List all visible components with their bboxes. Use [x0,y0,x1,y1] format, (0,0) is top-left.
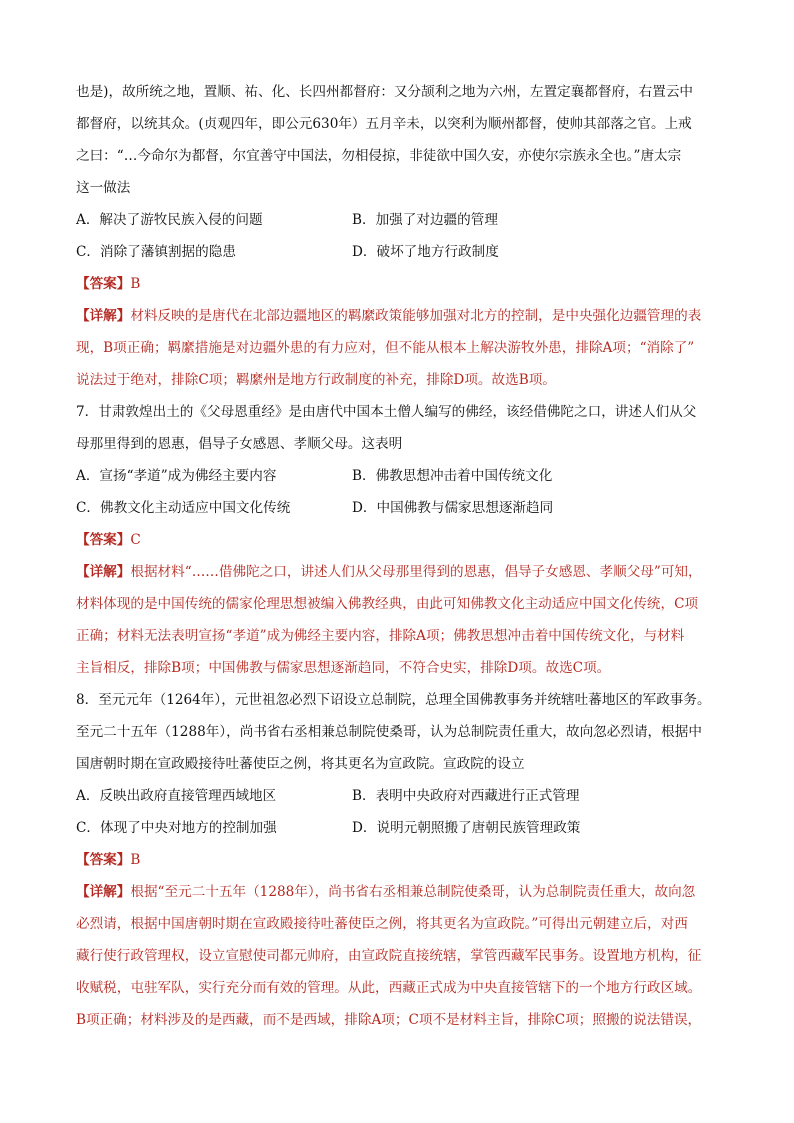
q6-options-row-1 [76,204,720,236]
detail-text: 材料反映的是唐代在北部边疆地区的羁縻政策能够加强对北方的控制，是中央强化边疆管理的表 [130,308,702,324]
question-6 [76,76,720,396]
q6-stem-line: 也是)，故所统之地，置顺、祐、化、长四州都督府：又分颉利之地为六州，左置定襄都督府，右置云中 [76,84,694,100]
q8-stem-line: 至元二十五年（1288年），尚书省右丞相兼总制院使桑哥，认为总制院责任重大，故向忽必烈请，根据中 [76,724,702,740]
q6-options-row-2 [76,236,720,268]
answer-tag: 【答案】 [76,852,131,868]
answer-value: B [130,276,141,292]
q6-option-c: C．消除了藩镇割据的隐患 [76,244,236,260]
q6-stem-line: 之曰：“…今命尔为都督，尔宜善守中国法，勿相侵掠，非徒欲中国久安，亦使尔宗族永全也。”唐太宗 [76,148,682,164]
q7-detail-line: 材料体现的是中国传统的儒家伦理思想被编入佛教经典，由此可知佛教文化主动适应中国文化传统，C项 [76,596,699,612]
q6-detail-line: 说法过于绝对，排除C项；羁縻州是地方行政制度的补充，排除D项。故选B项。 [76,372,556,388]
q8-option-c: C．体现了中央对地方的控制加强 [76,820,277,836]
q7-stem-line: 母那里得到的恩惠，倡导子女感恩、孝顺父母。这表明 [76,436,403,452]
q8-option-d: D．说明元朝照搬了唐朝民族管理政策 [352,820,581,836]
q6-detail-line [76,300,720,332]
q8-options-row-1 [76,780,720,812]
answer-value: B [130,852,141,868]
q7-option-d: D．中国佛教与儒家思想逐渐趋同 [352,500,554,516]
q6-option-b: B．加强了对边疆的管理 [352,212,498,228]
detail-text: 现，B项正确；羁縻措施是对边疆外患的有力应对，但不能从根本上解决游牧外患，排除A项； [76,340,640,356]
detail-text: 根据“至元二十五年（1288年），尚书省右丞相兼总制院使桑哥，认为总制院责任重大，故向忽 [130,884,696,900]
q6-stem-line: 这一做法 [76,180,131,196]
q7-option-c: C．佛教文化主动适应中国文化传统 [76,500,291,516]
detail-text: 可得出元朝建立后，对西 [538,916,688,932]
q8-option-a: A．反映出政府直接管理西域地区 [76,788,277,804]
q6-option-d: D．破坏了地方行政制度 [352,244,499,260]
detail-text: 根据材料 [130,564,185,580]
q7-stem-line: 7．甘肃敦煌出土的《父母恩重经》是由唐代中国本土僧人编写的佛经，该经借佛陀之口，讲述人们从父 [76,404,697,420]
question-7 [76,396,720,684]
detail-tag: 【详解】 [76,308,131,324]
q7-detail-line: 主旨相反，排除B项；中国佛教与儒家思想逐渐趋同，不符合史实，排除D项。故选C项。 [76,660,611,676]
q8-stem-line: 8．至元元年（1264年），元世祖忽必烈下诏设立总制院，总理全国佛教事务并统辖吐蕃地区的军政事务。 [76,692,711,708]
q8-answer [76,844,720,876]
q6-answer [76,268,720,300]
detail-tag: 【详解】 [76,884,131,900]
q8-detail-line: B项正确；材料涉及的是西藏，而不是西域，排除A项；C项不是材料主旨，排除C项；照搬的说法错误， [76,1012,702,1028]
q8-detail-line: 收赋税，屯驻军队，实行充分而有效的管理。从此，西藏正式成为中央直接管辖下的一个地方行政区域。 [76,980,702,996]
q6-stem-line: 都督府，以统其众。(贞观四年，即公元630年）五月辛未，以突利为顺州都督，使帅其部落之官。上戒 [76,116,692,132]
answer-value: C [130,532,141,548]
detail-quote: 必烈请，根据中国唐朝时期在宣政殿接待吐蕃使臣之例，将其更名为宣政院。” [76,916,539,932]
detail-text: 可知， [660,564,702,580]
q7-option-a: A．宣扬“孝道”成为佛经主要内容 [76,468,277,484]
q6-option-a: A．解决了游牧民族入侵的问题 [76,212,263,228]
q8-stem-line: 国唐朝时期在宣政殿接待吐蕃使臣之例，将其更名为宣政院。宣政院的设立 [76,756,525,772]
q7-answer [76,524,720,556]
question-8 [76,684,720,1036]
detail-quote: “消除了” [639,340,695,356]
page-content [76,76,720,1036]
q7-option-b: B．佛教思想冲击着中国传统文化 [352,468,553,484]
q7-options-row-2 [76,492,720,524]
q8-detail-line [76,876,720,908]
detail-tag: 【详解】 [76,564,131,580]
q8-detail-line [76,908,720,940]
q7-detail-line: 正确；材料无法表明宣扬“孝道”成为佛经主要内容，排除A项；佛教思想冲击着中国传统文化，与材料 [76,628,685,644]
q7-options-row-1 [76,460,720,492]
answer-tag: 【答案】 [76,532,131,548]
q8-option-b: B．表明中央政府对西藏进行正式管理 [352,788,580,804]
q7-detail-line [76,556,720,588]
answer-tag: 【答案】 [76,276,131,292]
q8-options-row-2 [76,812,720,844]
q8-detail-line: 藏行使行政管理权，设立宣慰使司都元帅府，由宣政院直接统辖，掌管西藏军民事务。设置地方机构，征 [76,948,702,964]
detail-quote: “……借佛陀之口，讲述人们从父母那里得到的恩惠，倡导子女感恩、孝顺父母” [184,564,661,580]
q6-detail-line [76,332,720,364]
